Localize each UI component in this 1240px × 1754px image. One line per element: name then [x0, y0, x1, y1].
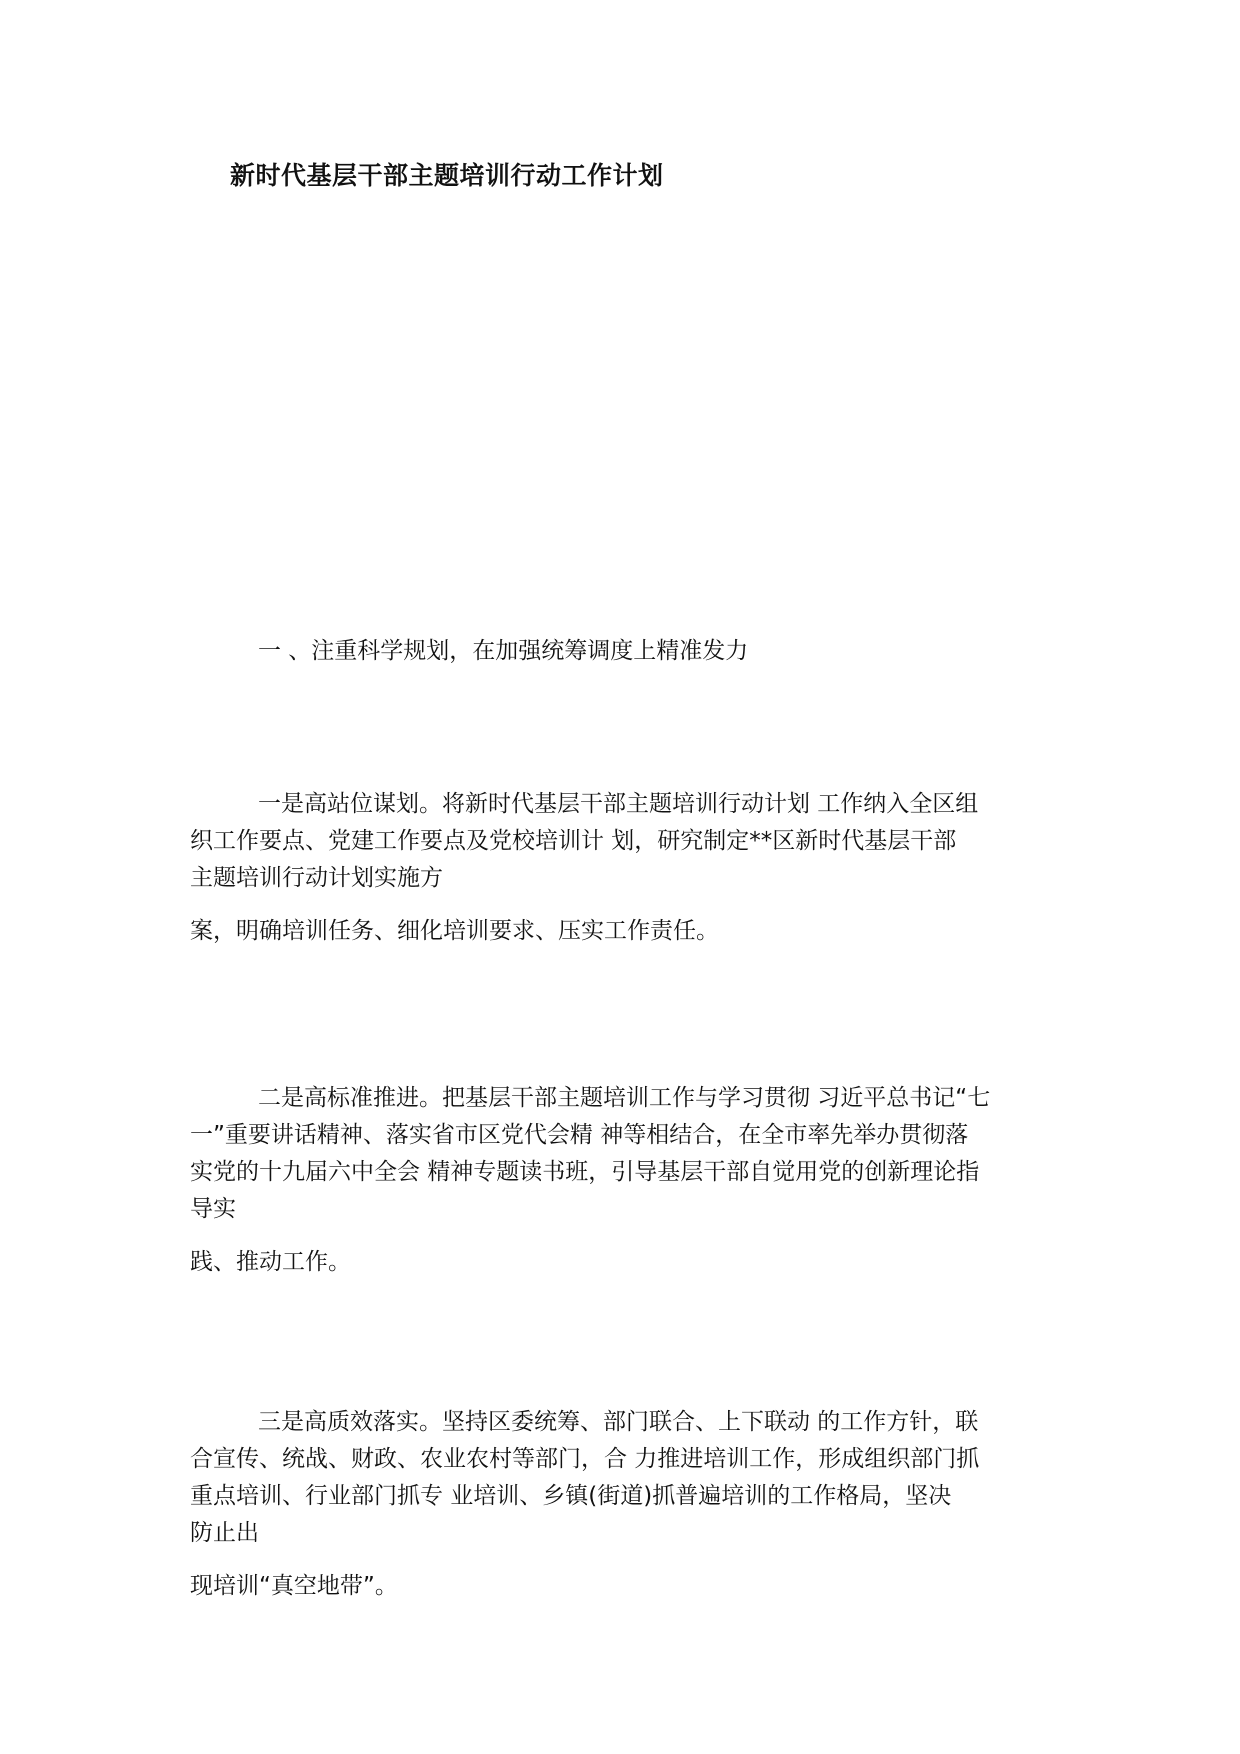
paragraph-line: 导实: [190, 1196, 236, 1222]
paragraph-tail: 现培训“真空地带”。: [190, 1573, 398, 1599]
paragraph-line: 一是高站位谋划。将新时代基层干部主题培训行动计划 工作纳入全区组: [258, 791, 979, 817]
paragraph-tail: 案，明确培训任务、细化培训要求、压实工作责任。: [190, 918, 719, 944]
paragraph-1: [190, 786, 1060, 950]
paragraph-line: 合宣传、统战、财政、农业农村等部门，合 力推进培训工作，形成组织部门抓: [190, 1446, 980, 1472]
paragraph-2: [190, 1080, 1060, 1281]
paragraph-line: 主题培训行动计划实施方: [190, 865, 443, 891]
paragraph-line: 实党的十九届六中全会 精神专题读书班，引导基层干部自觉用党的创新理论指: [190, 1159, 980, 1185]
paragraph-line: 二是高标准推进。把基层干部主题培训工作与学习贯彻 习近平总书记“七: [258, 1085, 991, 1111]
paragraph-line: 重点培训、行业部门抓专 业培训、乡镇(街道)抓普遍培训的工作格局，坚决: [190, 1483, 952, 1509]
paragraph-tail: 践、推动工作。: [190, 1249, 351, 1275]
paragraph-line: 三是高质效落实。坚持区委统筹、部门联合、上下联动 的工作方针，联: [258, 1409, 979, 1435]
document-title: 新时代基层干部主题培训行动工作计划: [230, 161, 664, 190]
paragraph-line: 一”重要讲话精神、落实省市区党代会精 神等相结合，在全市率先举办贯彻落: [190, 1122, 969, 1148]
paragraph-line: 防止出: [190, 1520, 259, 1546]
paragraph-line: 织工作要点、党建工作要点及党校培训计 划，研究制定**区新时代基层干部: [190, 828, 957, 854]
paragraph-3: [190, 1404, 1060, 1605]
section-heading-1: 一 、注重科学规划，在加强统筹调度上精准发力: [258, 638, 749, 664]
